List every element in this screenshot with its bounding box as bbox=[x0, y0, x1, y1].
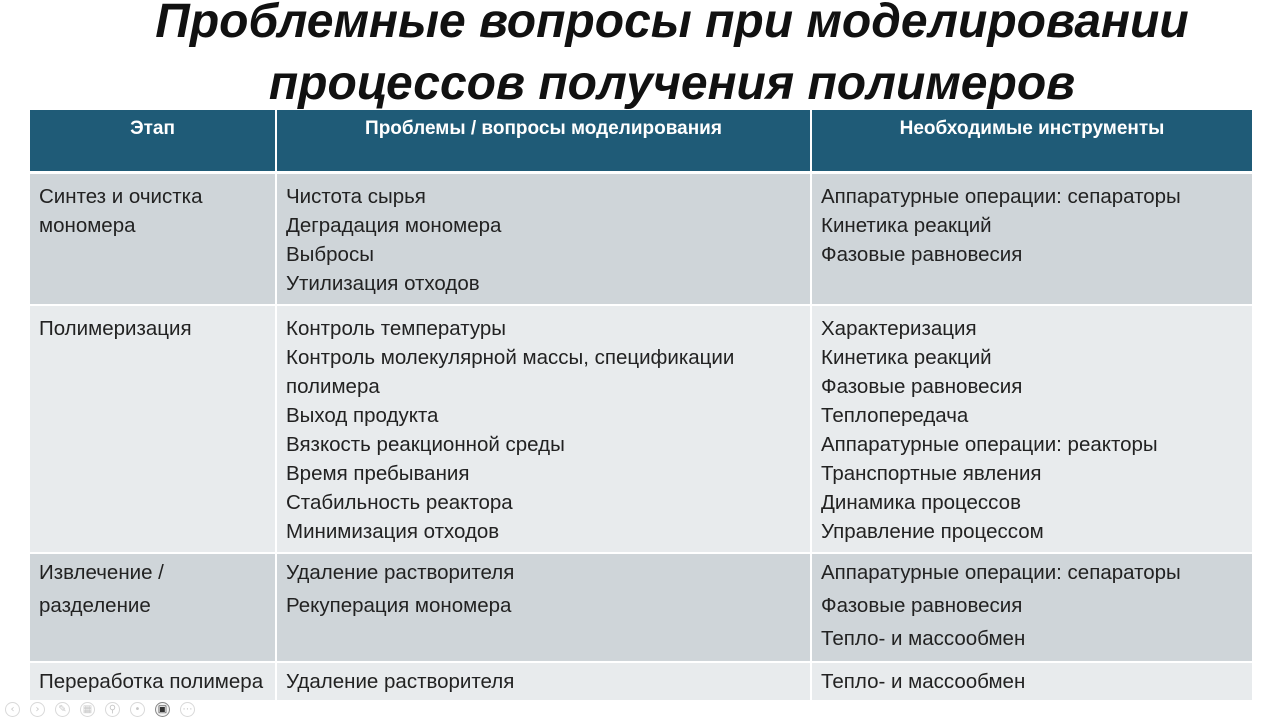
arrow-right-icon[interactable]: › bbox=[30, 702, 45, 717]
stage-cell: Синтез и очистка мономера bbox=[30, 172, 276, 305]
problem-item: Контроль температуры bbox=[286, 316, 507, 340]
problem-item: Чистота сырья bbox=[286, 184, 426, 208]
pointer-icon[interactable]: • bbox=[130, 702, 145, 717]
problem-item: Удаление растворителя bbox=[286, 560, 515, 584]
tool-item: Теплопередача bbox=[821, 403, 969, 427]
problem-item: Удаление растворителя bbox=[286, 669, 515, 693]
problems-cell bbox=[276, 305, 811, 553]
problem-item: Минимизация отходов bbox=[286, 519, 500, 543]
table-header-row bbox=[30, 110, 1252, 172]
problem-item: Контроль молекулярной массы, спецификации полимера bbox=[286, 345, 735, 398]
problems-table bbox=[30, 110, 1252, 720]
tool-item: Тепло- и массообмен bbox=[821, 669, 1026, 693]
tools-cell bbox=[811, 553, 1252, 662]
tools-cell bbox=[811, 172, 1252, 305]
header-stage: Этап bbox=[30, 110, 276, 172]
problem-item: Рекуперация мономера bbox=[286, 593, 512, 617]
tool-item: Характеризация bbox=[821, 316, 977, 340]
table-row bbox=[30, 305, 1252, 553]
tool-item: Аппаратурные операции: реакторы bbox=[821, 432, 1158, 456]
tool-item: Фазовые равновесия bbox=[821, 374, 1023, 398]
video-camera-icon[interactable]: ▣ bbox=[155, 702, 170, 717]
problems-cell bbox=[276, 172, 811, 305]
tool-item: Фазовые равновесия bbox=[821, 593, 1023, 617]
stage-cell: Полимеризация bbox=[30, 305, 276, 553]
problem-item: Вязкость реакционной среды bbox=[286, 432, 565, 456]
pen-icon[interactable]: ✎ bbox=[55, 702, 70, 717]
tool-item: Управление процессом bbox=[821, 519, 1044, 543]
problem-item: Стабильность реактора bbox=[286, 490, 513, 514]
table-row bbox=[30, 553, 1252, 662]
tool-item: Аппаратурные операции: сепараторы bbox=[821, 560, 1181, 584]
problem-item: Утилизация отходов bbox=[286, 271, 480, 295]
problem-item: Выбросы bbox=[286, 242, 374, 266]
stage-cell: Переработка полимера bbox=[30, 662, 276, 720]
tool-item: Динамика процессов bbox=[821, 490, 1021, 514]
header-problems: Проблемы / вопросы моделирования bbox=[276, 110, 811, 172]
header-tools: Необходимые инструменты bbox=[811, 110, 1252, 172]
tool-item: Фазовые равновесия bbox=[821, 242, 1023, 266]
slide-title-line-2: процессов получения полимеров bbox=[268, 57, 1076, 110]
tool-item: Тепло- и массообмен bbox=[821, 626, 1026, 650]
magnifier-icon[interactable]: ⚲ bbox=[105, 702, 120, 717]
presentation-toolbar bbox=[0, 700, 1280, 720]
table-row bbox=[30, 172, 1252, 305]
ellipsis-icon[interactable]: ⋯ bbox=[180, 702, 195, 717]
grid-icon[interactable]: ▦ bbox=[80, 702, 95, 717]
tool-item: Аппаратурные операции: сепараторы bbox=[821, 184, 1181, 208]
problem-item: Выход продукта bbox=[286, 403, 439, 427]
problem-item: Деградация мономера bbox=[286, 213, 502, 237]
problem-item: Время пребывания bbox=[286, 461, 470, 485]
arrow-left-icon[interactable]: ‹ bbox=[5, 702, 20, 717]
tools-cell bbox=[811, 305, 1252, 553]
tool-item: Кинетика реакций bbox=[821, 213, 992, 237]
problems-cell bbox=[276, 553, 811, 662]
tool-item: Транспортные явления bbox=[821, 461, 1042, 485]
tool-item: Кинетика реакций bbox=[821, 345, 992, 369]
slide-title-line-1: Проблемные вопросы при моделировании bbox=[155, 0, 1189, 48]
stage-cell: Извлечение / разделение bbox=[30, 553, 276, 662]
